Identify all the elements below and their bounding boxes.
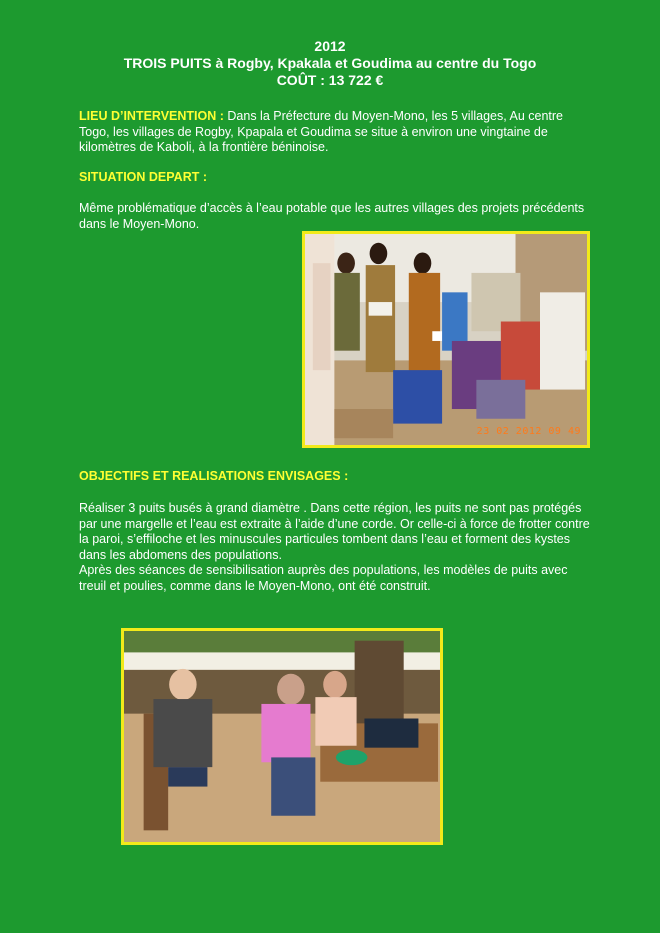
village-meeting-image <box>305 234 587 445</box>
lieu-paragraph <box>79 109 589 156</box>
lieu-text: Dans la Préfecture du Moyen-Mono, les 5 villages, Au centre Togo, les villages de Rogby, Kpapala et Goudima se situe à environ une vingtaine de kilomètres de Kaboli, à la frontière béninoise. <box>79 109 563 154</box>
situation-heading <box>79 170 589 186</box>
objectifs-heading <box>79 469 589 485</box>
team-meeting-image <box>124 631 440 842</box>
village-meeting-photo <box>302 231 590 448</box>
header-cost: COÛT : 13 722 € <box>276 72 384 88</box>
header-title: TROIS PUITS à Rogby, Kpakala et Goudima au centre du Togo <box>123 55 537 71</box>
team-meeting-photo <box>121 628 443 845</box>
lieu-label: LIEU D’INTERVENTION : <box>79 109 224 123</box>
objectifs-label: OBJECTIFS ET REALISATIONS ENVISAGES : <box>79 469 349 483</box>
page-header <box>0 38 660 89</box>
objectifs-text-2: Après des séances de sensibilisation auprès des populations, les modèles de puits avec treuil et poulies, comme dans le Moyen-Mono, ont été construit. <box>79 563 568 593</box>
situation-label: SITUATION DEPART : <box>79 170 208 184</box>
situation-text: Même problématique d’accès à l’eau potable que les autres villages des projets précédents dans le Moyen-Mono. <box>79 201 585 231</box>
header-year: 2012 <box>314 38 346 54</box>
photo-timestamp: 23 02 2012 09 49 <box>476 426 581 437</box>
objectifs-text-1: Réaliser 3 puits busés à grand diamètre . Dans cette région, les puits ne sont pas protégés par une margelle et l’eau est extraite à l’aide d’une corde. Or celle-ci à force de frotter contre la paroi, s’effiloche et les minuscules particules tombent dans l’eau et forment des kystes dans les abdomens des populations. <box>79 501 590 562</box>
